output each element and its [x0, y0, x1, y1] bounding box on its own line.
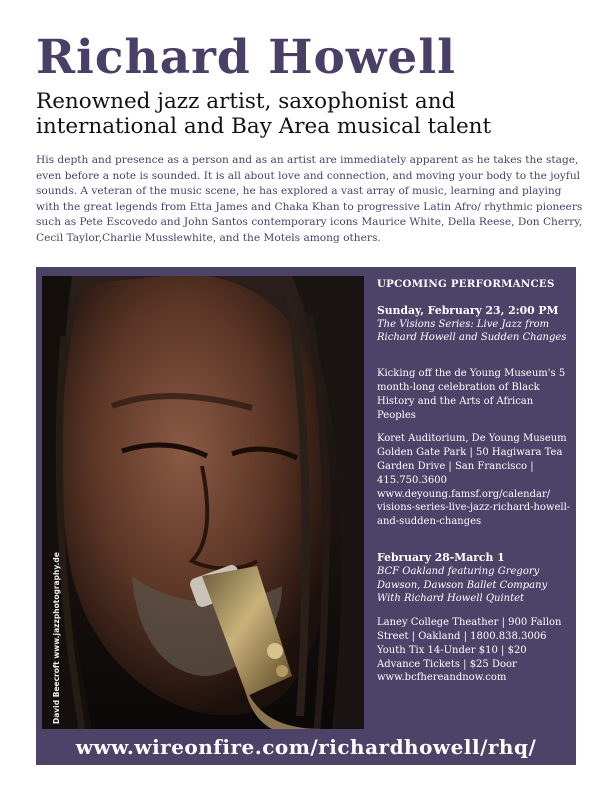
event-2-url[interactable]: www.bcfhereandnow.com	[377, 672, 507, 684]
event-2-tickets: Youth Tix 14-Under $10 | $20 Advance Tickets | $25 Door	[377, 644, 527, 670]
performances-list	[377, 278, 572, 685]
intro-paragraph: His depth and presence as a person and as an artist are immediately apparent as he takes the stage, even before a note is sounded. It is all about love and connection, and moving your body to the joyful sounds. A veteran of the music scene, he has explored a vast array of music, learning and playing with the great legends from Etta James and Chaka Khan to progressive Latin Afro/ rhythmic pioneers such as Pete Escovedo and John Santos contemporary icons Maurice White, Della Reese, Don Cherry, Cecil Taylor,Charlie Musslewhite, and the Motels among others.	[36, 154, 583, 244]
performance-panel	[36, 267, 576, 765]
saxophonist-photo	[42, 276, 364, 729]
event-2-title: BCF Oakland featuring Gregory Dawson, Dawson Ballet Company With Richard Howell Quintet	[377, 565, 548, 605]
event-1-venue: Koret Auditorium, De Young Museum Golden Gate Park | 50 Hagiwara Tea Garden Drive | San Francisco | 415.750.3600	[377, 433, 567, 486]
subtitle-line-2: international and Bay Area musical talent	[36, 114, 492, 139]
subtitle-line-1: Renowned jazz artist, saxophonist and	[36, 89, 456, 114]
event-2	[377, 551, 572, 685]
event-2-date: February 28-March 1	[377, 550, 505, 564]
event-2-venue: Laney College Theather | 900 Fallon Street | Oakland | 1800.838.3006	[377, 617, 562, 642]
subtitle	[36, 89, 596, 139]
event-1-description: Kicking off the de Young Museum's 5 month-long celebration of Black History and the Arts of African Peoples	[377, 368, 566, 421]
event-1-url[interactable]: www.deyoung.famsf.org/calendar/ visions-series-live-jazz-richard-howell-and-sudden-changes	[377, 488, 571, 528]
event-1	[377, 304, 572, 529]
footer-url[interactable]: www.wireonfire.com/richardhowell/rhq/	[75, 735, 537, 759]
event-1-title: The Visions Series: Live Jazz from Richard Howell and Sudden Changes	[377, 318, 567, 344]
photo-credit: David Beecroft www.jazzphotography.de	[52, 552, 61, 724]
page-title: Richard Howell	[36, 30, 456, 85]
event-1-date: Sunday, February 23, 2:00 PM	[377, 303, 559, 317]
saxophonist-illustration	[42, 276, 364, 729]
performances-heading: UPCOMING PERFORMANCES	[377, 278, 555, 290]
